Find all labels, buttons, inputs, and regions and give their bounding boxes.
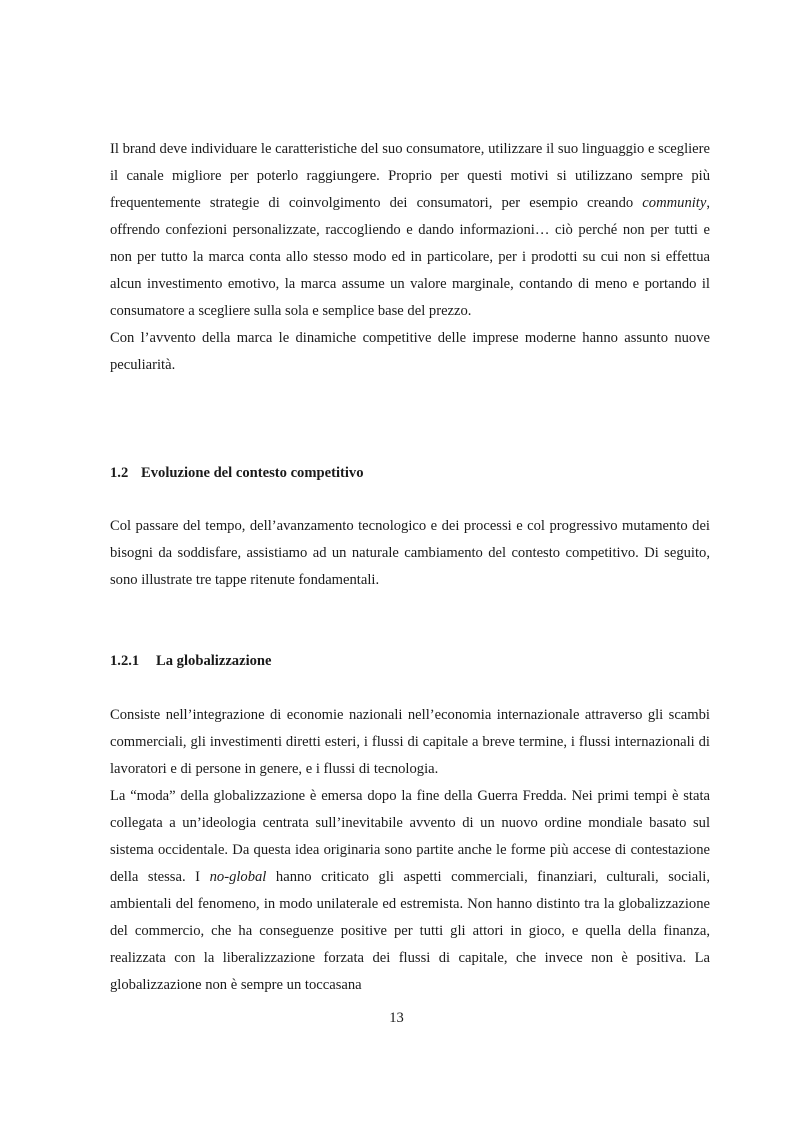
section-1-2-text [110, 513, 710, 594]
intro-text [110, 136, 710, 379]
section-title: Evoluzione del contesto competitivo [141, 465, 364, 481]
emphasis-text: community [642, 195, 707, 211]
text-run: hanno criticato gli aspetti commerciali, finanziari, culturali, sociali, ambientali del fenomeno, in modo unilaterale ed estremista. Non hanno distinto tra la globalizzazione del commercio, che ha conseguenze positive per tutti gli attori in gioco, e quella della finanza, realizzata con la liberalizzazione forzata dei flussi di capitale, che invece non è positiva. La globalizzazione non è sempre un toccasana [110, 869, 710, 993]
section-1-2-paragraph-1: Col passare del tempo, dell’avanzamento tecnologico e dei processi e col progressivo mutamento dei bisogni da soddisfare, assistiamo ad un naturale cambiamento del contesto competitivo. Di seguito, sono illustrate tre tappe ritenute fondamentali. [110, 518, 710, 588]
subsection-title: La globalizzazione [156, 653, 272, 669]
intro-paragraph-1 [110, 136, 710, 325]
page-number: 13 [389, 1010, 404, 1026]
text-run: , offrendo confezioni personalizzate, raccogliendo e dando informazioni… ciò perché non per tutti e non per tutto la marca conta allo stesso modo ed in particolare, per i prodotti su cui non si effettua alcun investimento emotivo, la marca assume un valore marginale, contando di meno e portando il consumatore a scegliere sulla sola e semplice base del prezzo. [110, 195, 710, 319]
intro-paragraph-2: Con l’avvento della marca le dinamiche competitive delle imprese moderne hanno assunto nuove peculiarità. [110, 330, 710, 373]
text-run: La “moda” della globalizzazione è emersa dopo la fine della Guerra Fredda. Nei primi tempi è stata collegata a un’ideologia centrata sull’inevitabile avvento di un nuovo ordine mondiale basato sul sistema occidentale. Da questa idea originaria sono partite anche le forme più accese di contestazione della stessa. I [110, 788, 710, 885]
emphasis-text: no-global [209, 869, 267, 885]
text-run: Il brand deve individuare le caratteristiche del suo consumatore, utilizzare il suo linguaggio e scegliere il canale migliore per poterlo raggiungere. Proprio per questi motivi si utilizzano sempre più frequentemente strategie di coinvolgimento dei consumatori, per esempio creando [110, 141, 710, 211]
section-heading-1-2-1 [110, 651, 710, 671]
section-number: 1.2 [110, 465, 129, 481]
subsection-number: 1.2.1 [110, 653, 140, 669]
section-heading-1-2 [110, 463, 710, 483]
section-1-2-1-paragraph-1: Consiste nell’integrazione di economie nazionali nell’economia internazionale attraverso gli scambi commerciali, gli investimenti diretti esteri, i flussi di capitale a breve termine, i flussi internazionali di lavoratori e di persone in genere, e i flussi di tecnologia. [110, 707, 710, 777]
section-1-2-1-paragraph-2 [110, 783, 710, 999]
section-1-2-1-text [110, 702, 710, 999]
